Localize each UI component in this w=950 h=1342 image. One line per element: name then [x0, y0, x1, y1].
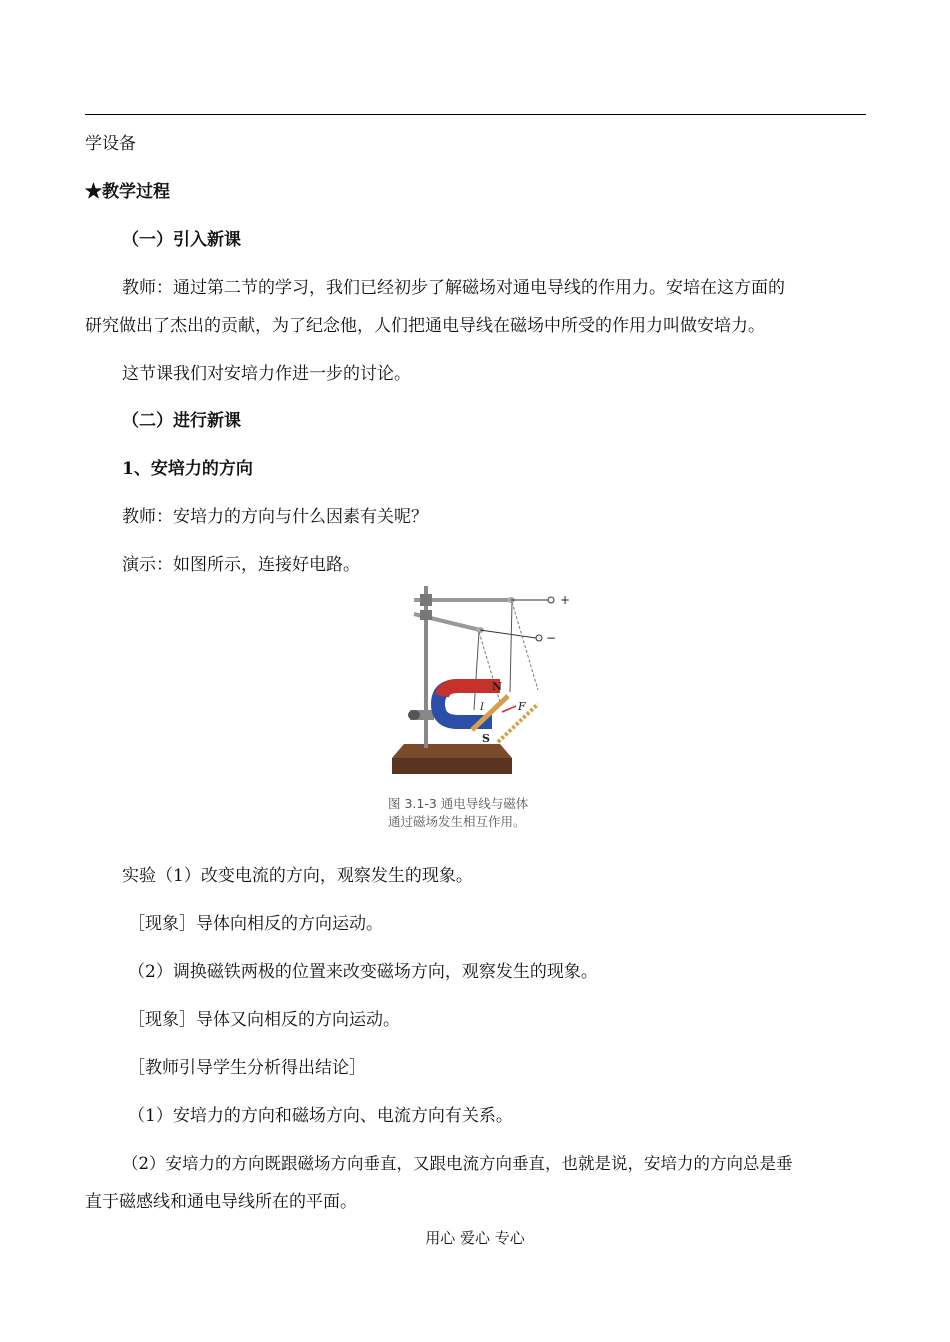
plus-label: + [560, 593, 571, 607]
part1-paragraph-line1: 教师：通过第二节的学习，我们已经初步了解磁场对通电导线的作用力。安培在这方面的 [122, 278, 785, 298]
section-title: ★教学过程 [85, 182, 170, 202]
force-label: F [518, 700, 526, 713]
phenomenon2: ［现象］导体又向相反的方向运动。 [128, 1010, 400, 1030]
phenomenon1: ［现象］导体向相反的方向运动。 [128, 914, 383, 934]
north-pole-label: N [492, 680, 503, 693]
part2-heading: （二）进行新课 [122, 411, 241, 431]
figure-caption-line1: 图 3.1-3 通电导线与磁体 [388, 796, 529, 811]
minus-label: − [546, 631, 557, 645]
magnet-clamp [408, 710, 434, 720]
teacher-question: 教师：安培力的方向与什么因素有关呢？ [122, 507, 428, 527]
part1-paragraph-line2: 研究做出了杰出的贡献，为了纪念他，人们把通电导线在磁场中所受的作用力叫做安培力。 [85, 316, 765, 336]
part1-heading: （一）引入新课 [122, 230, 241, 250]
south-pole-label: S [482, 732, 490, 745]
stand-base [392, 744, 512, 774]
page-footer: 用心 爱心 专心 [425, 1229, 525, 1247]
demo-instruction: 演示：如图所示，连接好电路。 [122, 555, 360, 575]
experiment-step1: 实验（1）改变电流的方向，观察发生的现象。 [122, 866, 473, 886]
experiment-step2: （2）调换磁铁两极的位置来改变磁场方向，观察发生的现象。 [128, 962, 598, 982]
part1-paragraph2: 这节课我们对安培力作进一步的讨论。 [122, 364, 411, 384]
continued-text: 学设备 [85, 134, 136, 154]
horseshoe-magnet [438, 686, 500, 722]
header-rule [85, 114, 866, 115]
conclusion2-line1: （2）安培力的方向既跟磁场方向垂直，又跟电流方向垂直，也就是说，安培力的方向总是垂 [122, 1154, 793, 1173]
figure-caption [388, 795, 528, 831]
teacher-guide: ［教师引导学生分析得出结论］ [128, 1058, 366, 1078]
conclusion1: （1）安培力的方向和磁场方向、电流方向有关系。 [128, 1106, 513, 1126]
current-label: I [480, 702, 484, 713]
part2-subheading: 1、安培力的方向 [122, 459, 253, 479]
conclusion2-line2: 直于磁感线和通电导线所在的平面。 [85, 1192, 357, 1212]
figure-caption-line2: 通过磁场发生相互作用。 [388, 814, 526, 829]
